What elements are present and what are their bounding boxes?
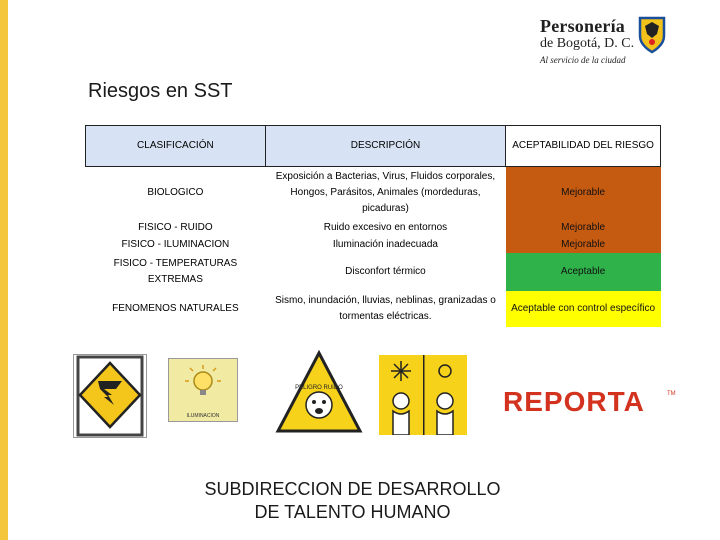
row-descripcion: Disconfort térmico [345, 266, 426, 277]
row-descripcion: Sismo, inundación, lluvias, neblinas, granizadas o tormentas eléctricas. [275, 295, 496, 322]
row-aceptabilidad: Mejorable [506, 167, 661, 220]
header-descripcion: DESCRIPCIÓN [265, 126, 505, 167]
row-aceptabilidad: Mejorable [506, 236, 661, 253]
table-row [86, 167, 661, 220]
illumination-caption: ILUMINACION [186, 413, 220, 419]
row-clasificacion: BIOLOGICO [147, 187, 204, 198]
personeria-logo [540, 14, 670, 66]
table-row [86, 253, 661, 291]
footer [160, 478, 545, 524]
logo-line-3: Al servicio de la ciudad [540, 55, 626, 65]
noise-sign-text: PELIGRO RUIDO [295, 385, 343, 391]
table-row [86, 291, 661, 327]
trademark-text: TM [667, 391, 676, 397]
table-row [86, 219, 661, 236]
row-clasificacion: FENOMENOS NATURALES [112, 303, 239, 314]
table-row [86, 236, 661, 253]
risk-table [85, 125, 661, 327]
reporta-text: REPORTA [503, 386, 645, 416]
row-aceptabilidad: Aceptable con control específico [506, 291, 661, 327]
reporta-logo [503, 386, 683, 416]
footer-line-2: DE TALENTO HUMANO [254, 502, 451, 522]
row-clasificacion: FISICO - TEMPERATURAS EXTREMAS [113, 258, 238, 285]
header-clasificacion: CLASIFICACIÓN [86, 126, 266, 167]
illumination-sign [168, 358, 238, 422]
noise-warning-icon [274, 349, 364, 437]
row-aceptabilidad: Mejorable [506, 219, 661, 236]
footer-line-1: SUBDIRECCION DE DESARROLLO [204, 479, 501, 499]
header-aceptabilidad: ACEPTABILIDAD DEL RIESGO [506, 126, 661, 167]
row-descripcion: Iluminación inadecuada [332, 238, 438, 250]
natural-hazard-sign-icon [73, 354, 147, 438]
temperature-sign-icon [379, 355, 467, 435]
coat-of-arms-icon [638, 16, 666, 54]
table-header-row [86, 126, 661, 167]
lightbulb-icon [169, 359, 237, 407]
row-aceptabilidad: Aceptable [506, 253, 661, 291]
logo-line-1: Personería [540, 16, 625, 36]
decorative-stripe [0, 0, 8, 540]
row-descripcion: Exposición a Bacterias, Virus, Fluidos corporales, Hongos, Parásitos, Animales (mordeduras, picaduras) [275, 171, 496, 214]
page-title: Riesgos en SST [88, 80, 233, 102]
logo-line-2: de Bogotá, D. C. [540, 36, 635, 51]
row-descripcion: Ruido excesivo en entornos [323, 221, 448, 233]
row-clasificacion: FISICO - RUIDO [138, 221, 213, 233]
row-clasificacion: FISICO - ILUMINACION [121, 238, 230, 250]
